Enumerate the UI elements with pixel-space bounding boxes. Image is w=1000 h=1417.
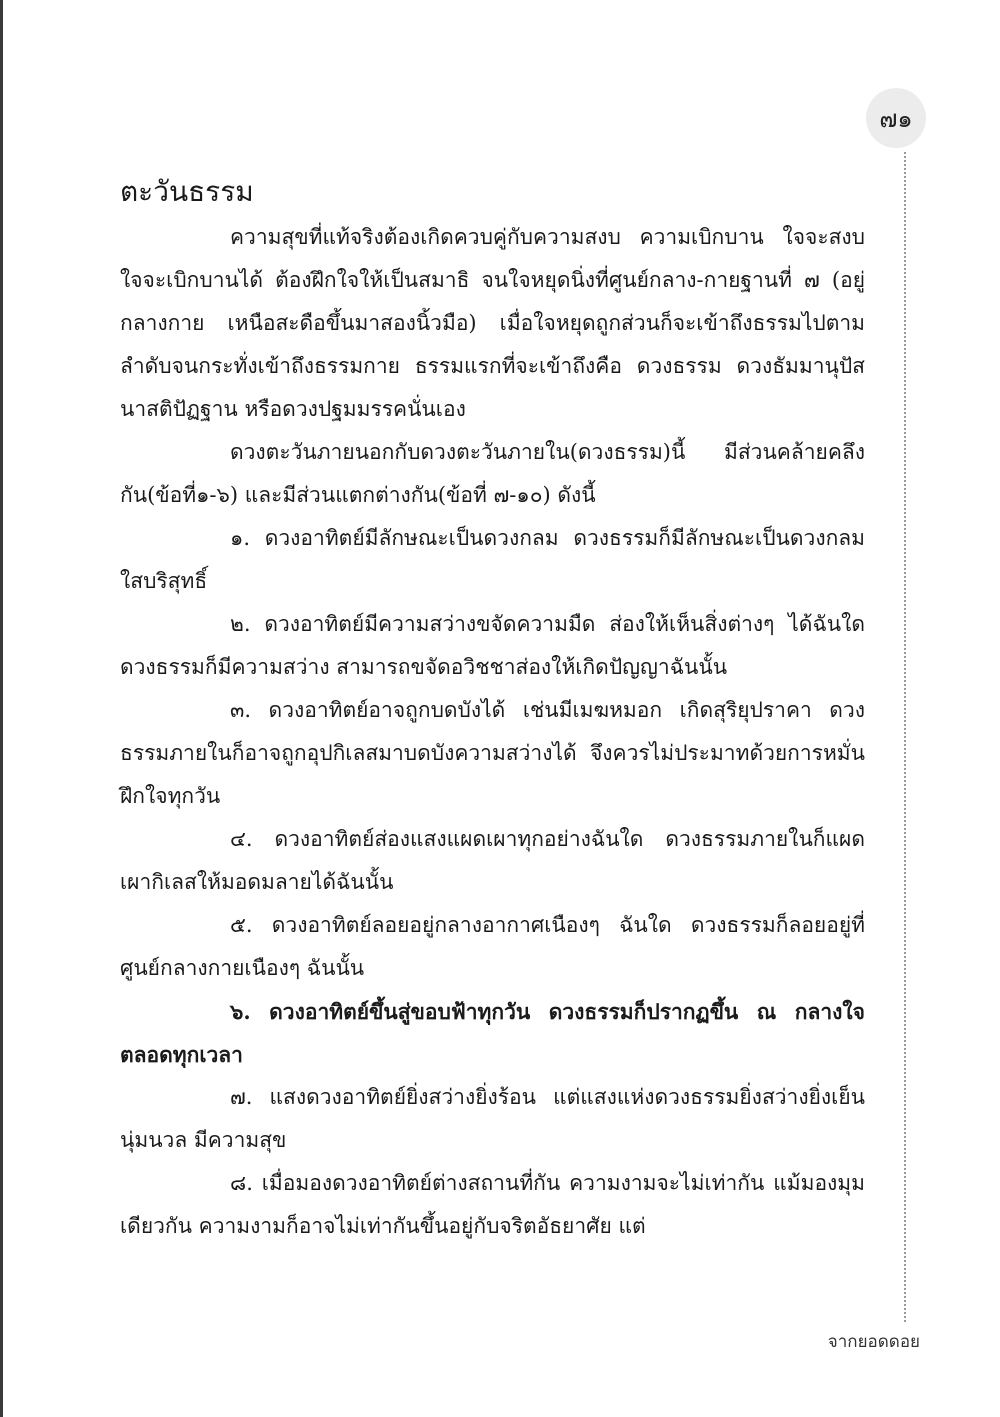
dotted-margin-line — [904, 152, 906, 1322]
list-item-5: ๕. ดวงอาทิตย์ลอยอยู่กลางอากาศเนืองๆ ฉันใด ดวงธรรมก็ลอยอยู่ที่ศูนย์กลางกายเนืองๆ ฉันนั้น — [120, 913, 865, 980]
page-number-badge — [866, 88, 926, 148]
article-title: ตะวันธรรม — [120, 175, 254, 208]
list-item-2: ๒. ดวงอาทิตย์มีความสว่างขจัดความมืด ส่องให้เห็นสิ่งต่างๆ ได้ฉันใด ดวงธรรมก็มีความสว่าง สามารถขจัดอวิชชาส่องให้เกิดปัญญาฉันนั้น — [120, 612, 865, 679]
page-number: ๗๑ — [879, 104, 913, 133]
list-item-8: ๘. เมื่อมองดวงอาทิตย์ต่างสถานที่กัน ความงามจะไม่เท่ากัน แม้มองมุมเดียวกัน ความงามก็อาจไม่เท่ากันขึ้นอยู่กับจริตอัธยาศัย แต่ — [120, 1171, 865, 1238]
paragraph-intro: ความสุขที่แท้จริงต้องเกิดควบคู่กับความสงบ ความเบิกบาน ใจจะสงบ ใจจะเบิกบานได้ ต้องฝึกใจให้เป็นสมาธิ จนใจหยุดนิ่งที่ศูนย์กลาง-กายฐานที่ ๗ (อยู่กลางกาย เหนือสะดือขึ้นมาสองนิ้วมือ) เมื่อใจหยุดถูกส่วนก็จะเข้าถึงธรรมไปตามลำดับจนกระทั่งเข้าถึงธรรมกาย ธรรมแรกที่จะเข้าถึงคือ ดวงธรรม ดวงธัมมานุปัสนาสติปัฏฐาน หรือดวงปฐมมรรคนั่นเอง — [120, 225, 865, 421]
list-item-6: ๖. ดวงอาทิตย์ขึ้นสู่ขอบฟ้าทุกวัน ดวงธรรมก็ปรากฏขึ้น ณ กลางใจตลอดทุกเวลา — [120, 999, 865, 1067]
list-item-1: ๑. ดวงอาทิตย์มีลักษณะเป็นดวงกลม ดวงธรรมก็มีลักษณะเป็นดวงกลมใสบริสุทธิ์ — [120, 526, 865, 593]
article-body — [120, 172, 865, 1248]
page-left-border — [0, 0, 3, 1417]
list-item-3: ๓. ดวงอาทิตย์อาจถูกบดบังได้ เช่นมีเมฆหมอก เกิดสุริยุปราคา ดวงธรรมภายในก็อาจถูกอุปกิเลสมาบดบังความสว่างได้ จึงควรไม่ประมาทด้วยการหมั่นฝึกใจทุกวัน — [120, 698, 865, 808]
paragraph-comparison: ดวงตะวันภายนอกกับดวงตะวันภายใน(ดวงธรรม)นี้ มีส่วนคล้ายคลึงกัน(ข้อที่๑-๖) และมีส่วนแตกต่างกัน(ข้อที่ ๗-๑๐) ดังนี้ — [120, 440, 865, 507]
footer-book-title: จากยอดดอย — [827, 1332, 920, 1352]
list-item-7: ๗. แสงดวงอาทิตย์ยิ่งสว่างยิ่งร้อน แต่แสงแห่งดวงธรรมยิ่งสว่างยิ่งเย็น นุ่มนวล มีความสุข — [120, 1085, 865, 1152]
list-item-4: ๔. ดวงอาทิตย์ส่องแสงแผดเผาทุกอย่างฉันใด ดวงธรรมภายในก็แผดเผากิเลสให้มอดมลายได้ฉันนั้น — [120, 827, 865, 894]
